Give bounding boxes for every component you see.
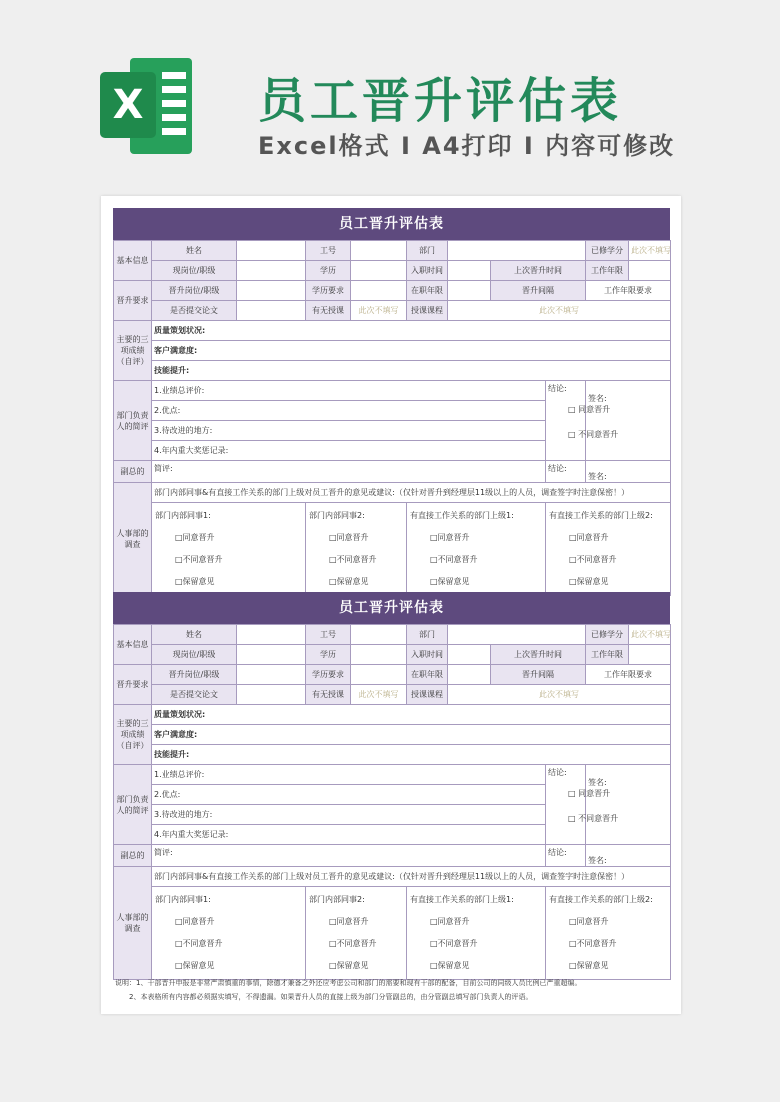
banner-subtitle: Excel格式 I A4打印 I 内容可修改: [258, 132, 676, 160]
label-course: 授课课程: [407, 301, 448, 321]
vp-conclusion-cell[interactable]: [546, 845, 586, 867]
label-paper: 是否提交论文: [152, 301, 237, 321]
note-line-2: 2、本表格所有内容都必须据实填写，不得遗漏。如果晋升人员的直接上级为部门分管副总的，由分管副总填写部门负责人的评语。: [129, 993, 533, 1001]
label-work-years: 工作年限: [586, 645, 629, 665]
vp-conclusion-cell[interactable]: [546, 461, 586, 483]
label-tenure: 在职年限: [407, 281, 448, 301]
self-item-quality[interactable]: 质量策划状况:: [152, 321, 671, 341]
section-requirements: 晋升要求: [114, 665, 152, 705]
head-disagree-checkbox[interactable]: □ 不同意晋升: [568, 430, 619, 439]
field-course[interactable]: 此次不填写: [448, 685, 671, 705]
self-item-satisfaction[interactable]: 客户满意度:: [152, 341, 671, 361]
label-dept: 部门: [407, 241, 448, 261]
hr-col-colleague-2[interactable]: 部门内部同事2: □同意晋升 □不同意晋升 □保留意见: [306, 887, 407, 980]
hr-col-superior-1[interactable]: 有直接工作关系的部门上级1: □同意晋升 □不同意晋升 □保留意见: [407, 503, 546, 596]
field-course[interactable]: 此次不填写: [448, 301, 671, 321]
head-conclusion-label: 结论:: [548, 384, 567, 393]
head-item-strengths[interactable]: 2.优点:: [152, 401, 546, 421]
section-vp-review: 副总的: [114, 461, 152, 483]
label-education: 学历: [306, 261, 351, 281]
label-teaching: 有无授课: [306, 685, 351, 705]
label-last-promotion: 上次晋升时间: [491, 261, 586, 281]
hr-col-superior-2[interactable]: 有直接工作关系的部门上级2: □同意晋升 □不同意晋升 □保留意见: [546, 887, 671, 980]
form-notes: [115, 976, 670, 1004]
self-item-satisfaction[interactable]: 客户满意度:: [152, 725, 671, 745]
field-edu-req[interactable]: [351, 665, 407, 685]
hr-note: 部门内部同事&有直接工作关系的部门上级对员工晋升的意见或建议:（仅针对晋升到经理层11级以上的人员，调查签字时注意保密！）: [152, 483, 671, 503]
head-disagree-checkbox[interactable]: □ 不同意晋升: [568, 814, 619, 823]
section-hr-survey: 人事部的调查: [114, 483, 152, 596]
head-sign-cell[interactable]: 签名:: [586, 765, 671, 845]
label-target-position: 晋升岗位/职级: [152, 281, 237, 301]
label-interval: 晋升间隔: [491, 665, 586, 685]
label-credits: 已修学分: [586, 625, 629, 645]
head-item-awards[interactable]: 4.年内重大奖惩记录:: [152, 825, 546, 845]
field-edu-req[interactable]: [351, 281, 407, 301]
label-name: 姓名: [152, 241, 237, 261]
head-item-awards[interactable]: 4.年内重大奖惩记录:: [152, 441, 546, 461]
field-name[interactable]: [237, 625, 306, 645]
field-credits[interactable]: 此次不填写: [629, 625, 671, 645]
form-block-2: [113, 592, 670, 980]
form-table: [113, 624, 671, 980]
field-position[interactable]: [237, 261, 306, 281]
field-paper[interactable]: [237, 685, 306, 705]
section-basic-info: 基本信息: [114, 625, 152, 665]
head-item-improve[interactable]: 3.待改进的地方:: [152, 805, 546, 825]
form-block-1: [113, 208, 670, 596]
field-dept[interactable]: [448, 241, 586, 261]
field-work-years[interactable]: [629, 645, 671, 665]
section-head-review: 部门负责人的简评: [114, 381, 152, 461]
label-id: 工号: [306, 625, 351, 645]
field-join-date[interactable]: [448, 261, 491, 281]
label-position: 现岗位/职级: [152, 645, 237, 665]
section-vp-review: 副总的: [114, 845, 152, 867]
label-work-years: 工作年限: [586, 261, 629, 281]
field-target-position[interactable]: [237, 665, 306, 685]
hr-col-colleague-2[interactable]: 部门内部同事2: □同意晋升 □不同意晋升 □保留意见: [306, 503, 407, 596]
hr-note: 部门内部同事&有直接工作关系的部门上级对员工晋升的意见或建议:（仅针对晋升到经理层11级以上的人员，调查签字时注意保密！）: [152, 867, 671, 887]
label-position: 现岗位/职级: [152, 261, 237, 281]
vp-conclusion-label: 结论:: [548, 464, 567, 473]
section-self-eval: 主要的三项成绩（自评）: [114, 705, 152, 765]
field-teaching[interactable]: 此次不填写: [351, 685, 407, 705]
hr-col-superior-1[interactable]: 有直接工作关系的部门上级1: □同意晋升 □不同意晋升 □保留意见: [407, 887, 546, 980]
vp-sign-cell[interactable]: 签名:: [586, 461, 671, 483]
field-id[interactable]: [351, 241, 407, 261]
label-id: 工号: [306, 241, 351, 261]
hr-col-colleague-1[interactable]: 部门内部同事1: □同意晋升 □不同意晋升 □保留意见: [152, 887, 306, 980]
vp-review-field[interactable]: 简评:: [152, 461, 546, 483]
head-agree-checkbox[interactable]: □ 同意晋升: [568, 789, 611, 798]
field-teaching[interactable]: 此次不填写: [351, 301, 407, 321]
head-agree-checkbox[interactable]: □ 同意晋升: [568, 405, 611, 414]
vp-sign-cell[interactable]: 签名:: [586, 845, 671, 867]
field-join-date[interactable]: [448, 645, 491, 665]
label-name: 姓名: [152, 625, 237, 645]
form-title: 员工晋升评估表: [113, 592, 670, 624]
label-paper: 是否提交论文: [152, 685, 237, 705]
field-tenure[interactable]: [448, 281, 491, 301]
excel-letter: X: [100, 72, 156, 138]
field-credits[interactable]: 此次不填写: [629, 241, 671, 261]
field-education[interactable]: [351, 645, 407, 665]
label-edu-req: 学历要求: [306, 281, 351, 301]
label-years-req: 工作年限要求: [586, 281, 671, 301]
field-work-years[interactable]: [629, 261, 671, 281]
self-item-skills[interactable]: 技能提升:: [152, 745, 671, 765]
form-table: [113, 240, 671, 596]
head-conclusion-label: 结论:: [548, 768, 567, 777]
form-title: 员工晋升评估表: [113, 208, 670, 240]
label-course: 授课课程: [407, 685, 448, 705]
excel-icon: [100, 58, 192, 154]
hr-col-superior-2[interactable]: 有直接工作关系的部门上级2: □同意晋升 □不同意晋升 □保留意见: [546, 503, 671, 596]
label-years-req: 工作年限要求: [586, 665, 671, 685]
label-join-date: 入职时间: [407, 261, 448, 281]
head-item-improve[interactable]: 3.待改进的地方:: [152, 421, 546, 441]
self-item-skills[interactable]: 技能提升:: [152, 361, 671, 381]
field-name[interactable]: [237, 241, 306, 261]
label-credits: 已修学分: [586, 241, 629, 261]
banner: [0, 0, 780, 190]
head-item-overall[interactable]: 1.业绩总评价:: [152, 765, 546, 785]
field-education[interactable]: [351, 261, 407, 281]
head-item-overall[interactable]: 1.业绩总评价:: [152, 381, 546, 401]
section-self-eval: 主要的三项成绩（自评）: [114, 321, 152, 381]
label-interval: 晋升间隔: [491, 281, 586, 301]
vp-conclusion-label: 结论:: [548, 848, 567, 857]
label-last-promotion: 上次晋升时间: [491, 645, 586, 665]
section-basic-info: 基本信息: [114, 241, 152, 281]
field-id[interactable]: [351, 625, 407, 645]
label-target-position: 晋升岗位/职级: [152, 665, 237, 685]
self-item-quality[interactable]: 质量策划状况:: [152, 705, 671, 725]
note-line-1: 说明：1、干部晋升申报是非常严肃慎重的事情，除德才兼备之外还应考虑公司和部门的需要和现有干部的配备，目前公司的同级人员比例已严重超编。: [115, 979, 582, 987]
label-edu-req: 学历要求: [306, 665, 351, 685]
form-paper: [101, 196, 681, 1014]
section-requirements: 晋升要求: [114, 281, 152, 321]
head-sign-cell[interactable]: 签名:: [586, 381, 671, 461]
banner-title: 员工晋升评估表: [258, 73, 623, 129]
section-head-review: 部门负责人的简评: [114, 765, 152, 845]
label-tenure: 在职年限: [407, 665, 448, 685]
field-target-position[interactable]: [237, 281, 306, 301]
head-item-strengths[interactable]: 2.优点:: [152, 785, 546, 805]
field-dept[interactable]: [448, 625, 586, 645]
section-hr-survey: 人事部的调查: [114, 867, 152, 980]
label-dept: 部门: [407, 625, 448, 645]
label-teaching: 有无授课: [306, 301, 351, 321]
field-tenure[interactable]: [448, 665, 491, 685]
label-join-date: 入职时间: [407, 645, 448, 665]
field-position[interactable]: [237, 645, 306, 665]
field-paper[interactable]: [237, 301, 306, 321]
hr-col-colleague-1[interactable]: 部门内部同事1: □同意晋升 □不同意晋升 □保留意见: [152, 503, 306, 596]
label-education: 学历: [306, 645, 351, 665]
vp-review-field[interactable]: 简评:: [152, 845, 546, 867]
